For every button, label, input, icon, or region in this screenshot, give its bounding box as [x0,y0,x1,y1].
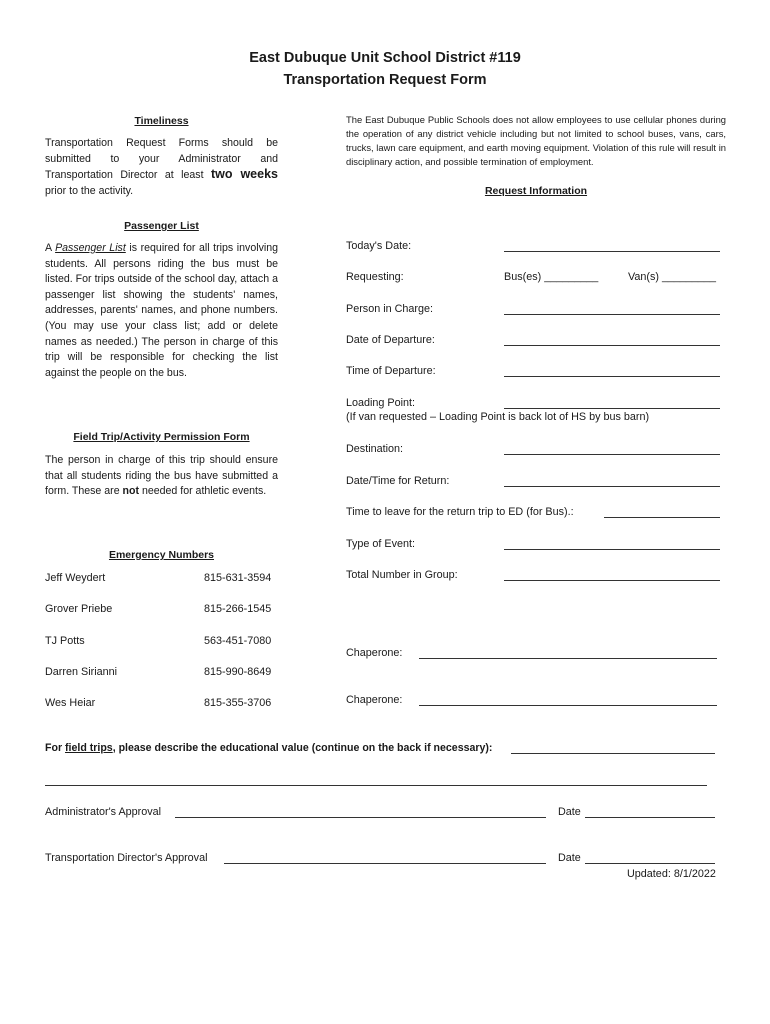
educational-value-field[interactable] [511,753,715,754]
timeliness-heading: Timeliness [134,115,189,127]
timeliness-text [45,136,278,199]
form-title: East Dubuque Unit School District #119 [249,50,521,66]
contact-name: Grover Priebe [45,603,113,615]
field-trip-form-heading: Field Trip/Activity Permission Form [73,431,250,443]
requesting-label: Requesting: [346,271,404,283]
person-in-charge-field[interactable] [504,314,720,315]
person-in-charge-label: Person in Charge: [346,303,434,315]
two-weeks-emphasis: two weeks [210,167,278,182]
return-trip-time-field[interactable] [604,517,720,518]
contact-name: TJ Potts [45,635,85,647]
request-info-heading: Request Information [484,185,588,197]
contact-phone: 815-631-3594 [204,572,272,584]
director-approval-field[interactable] [224,863,546,864]
educational-suffix: , please describe the educational value (continue on the back if necessary): [112,742,493,754]
total-number-field[interactable] [504,580,720,581]
buses-field[interactable]: Bus(es) _________ [504,271,599,283]
educational-prefix: For [45,742,66,754]
emergency-heading: Emergency Numbers [108,549,215,561]
loading-point-label: Loading Point: [346,397,416,409]
passenger-list-heading: Passenger List [124,220,199,232]
total-number-label: Total Number in Group: [346,569,458,581]
field-trips-term: field trips [65,742,113,754]
director-date-label: Date [558,852,581,864]
destination-field[interactable] [504,454,720,455]
date-of-departure-label: Date of Departure: [346,334,435,346]
contact-phone: 815-355-3706 [204,697,272,709]
date-time-return-field[interactable] [504,486,720,487]
admin-date-label: Date [558,806,581,818]
contact-phone: 563-451-7080 [204,635,272,647]
not-emphasis: not [122,485,140,498]
date-time-return-label: Date/Time for Return: [346,475,450,487]
type-of-event-field[interactable] [504,549,720,550]
admin-approval-field[interactable] [175,817,546,818]
field-trip-form-text [45,453,278,500]
time-of-departure-label: Time of Departure: [346,365,436,377]
time-of-departure-field[interactable] [504,376,720,377]
educational-value-label [45,742,492,754]
passenger-text-b: is required for all trips involving students. All persons riding the bus must be listed. For trips outside of the school day, attach a passenger list showing the students' names, addresses, parents' names, and phone numbers. (You may use your class list; add or delete names as needed.) The person in charge of this trip will be responsible for checking the list against the people on the bus. [45,242,279,379]
form-subtitle: Transportation Request Form [283,72,487,88]
director-date-field[interactable] [585,863,715,864]
destination-label: Destination: [346,443,404,455]
type-of-event-label: Type of Event: [346,538,416,550]
passenger-list-text [45,241,278,381]
return-trip-time-label: Time to leave for the return trip to ED (for Bus).: [346,506,574,518]
cellphone-notice: The East Dubuque Public Schools does not allow employees to use cellular phones during the operation of any district vehicle including but not limited to school buses, vans, cars, trucks, lawn care equipment, and earth moving equipment. Violation of this rule will result in disciplinary action, and possible termination of employment. [346,114,726,167]
educational-value-field-line2[interactable] [45,785,707,786]
contact-phone: 815-990-8649 [204,666,272,678]
field-trip-text-a: The person in charge of this trip should ensure that all students riding the bus have submitted a form. These are [45,454,278,498]
field-trip-text-b: needed for athletic events. [139,485,267,498]
contact-phone: 815-266-1545 [204,603,272,615]
contact-name: Wes Heiar [45,697,96,709]
chaperone-label: Chaperone: [346,694,403,706]
admin-date-field[interactable] [585,817,715,818]
loading-point-field[interactable] [504,408,720,409]
todays-date-label: Today's Date: [346,240,412,252]
contact-name: Darren Sirianni [45,666,118,678]
date-of-departure-field[interactable] [504,345,720,346]
passenger-list-term: Passenger List [55,242,126,254]
chaperone-label: Chaperone: [346,647,403,659]
chaperone-field[interactable] [419,658,717,659]
updated-date: Updated: 8/1/2022 [627,868,716,880]
timeliness-text-a: Transportation Request Forms should be submitted to your Administrator and Transportation Director at least [45,137,278,182]
admin-approval-label: Administrator's Approval [45,806,162,818]
chaperone-field[interactable] [419,705,717,706]
contact-name: Jeff Weydert [45,572,106,584]
todays-date-field[interactable] [504,251,720,252]
passenger-text-a: A [45,242,56,254]
timeliness-text-b: prior to the activity. [45,184,134,197]
director-approval-label: Transportation Director's Approval [45,852,208,864]
vans-field[interactable]: Van(s) _________ [628,271,717,283]
loading-point-note: (If van requested – Loading Point is back lot of HS by bus barn) [346,411,650,423]
